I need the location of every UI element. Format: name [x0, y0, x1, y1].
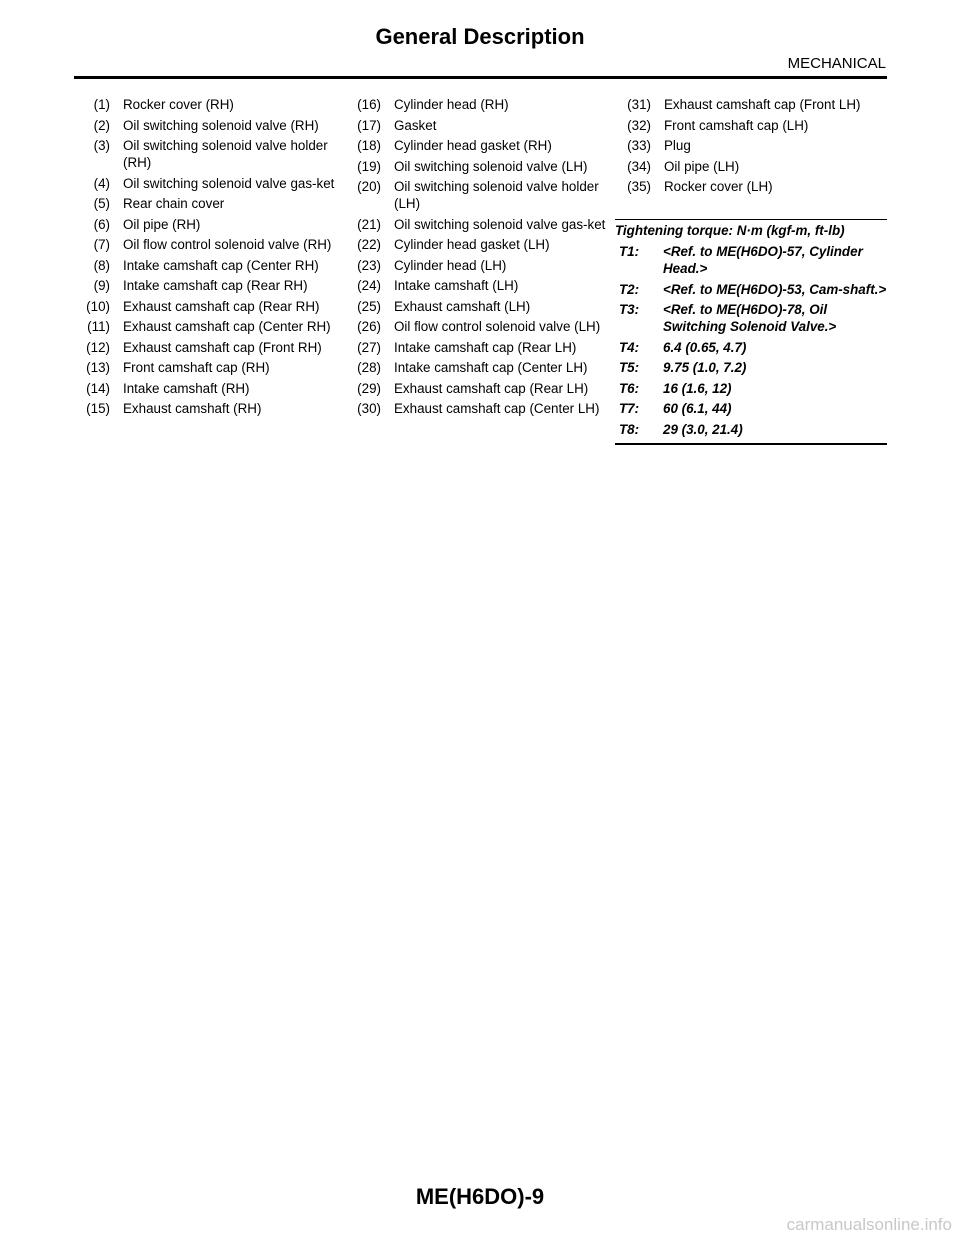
torque-label: T2:: [619, 281, 640, 297]
legend-item-number: (30): [357, 401, 381, 416]
legend-item: [345, 339, 613, 356]
torque-row: [615, 421, 887, 438]
legend-item-number: (29): [357, 380, 381, 396]
legend-column-2: [345, 96, 613, 421]
torque-row: [615, 339, 887, 356]
torque-value: 60 (6.1, 44): [663, 401, 732, 416]
legend-item-number: (6): [93, 216, 110, 232]
torque-label: T7:: [619, 401, 640, 416]
legend-item-text: Exhaust camshaft cap (Center RH): [123, 319, 331, 334]
legend-item-text: Rocker cover (LH): [664, 179, 773, 194]
legend-item-number: (26): [357, 319, 381, 334]
legend-item: [345, 257, 613, 274]
legend-item-text: Plug: [664, 138, 691, 153]
legend-item-number: (16): [357, 97, 381, 112]
legend-item-text: Exhaust camshaft (LH): [394, 298, 531, 314]
legend-item: [74, 359, 342, 376]
legend-item-number: (3): [93, 138, 110, 153]
legend-item: [74, 339, 342, 356]
legend-item-number: (12): [86, 339, 110, 355]
legend-item: [74, 236, 342, 253]
legend-item: [74, 96, 342, 113]
legend-item-number: (10): [86, 298, 110, 314]
legend-item-number: (20): [357, 179, 381, 194]
legend-item: [74, 137, 342, 171]
torque-row: [615, 281, 887, 298]
torque-row: [615, 243, 887, 277]
legend-item-text: Oil switching solenoid valve holder (LH): [394, 179, 599, 211]
torque-value: 16 (1.6, 12): [663, 380, 732, 396]
torque-label: T6:: [619, 380, 640, 396]
legend-item-number: (11): [87, 319, 110, 334]
legend-item: [345, 96, 613, 113]
legend-item-number: (32): [627, 117, 651, 133]
legend-item-text: Cylinder head (LH): [394, 257, 507, 273]
legend-item-text: Intake camshaft cap (Center LH): [394, 360, 588, 375]
legend-item-number: (23): [357, 257, 381, 273]
legend-item-text: Front camshaft cap (RH): [123, 360, 270, 375]
legend-item-number: (8): [93, 257, 110, 273]
legend-item-text: Exhaust camshaft (RH): [123, 401, 262, 416]
legend-item-text: Oil switching solenoid valve gas-ket: [123, 175, 335, 191]
legend-item: [345, 158, 613, 175]
legend-item: [345, 318, 613, 335]
legend-item-text: Intake camshaft (LH): [394, 278, 519, 293]
legend-item: [615, 178, 887, 195]
legend-item-text: Oil switching solenoid valve holder (RH): [123, 138, 328, 170]
legend-item: [74, 298, 342, 315]
legend-item: [74, 400, 342, 417]
legend-item-text: Oil pipe (RH): [123, 216, 201, 232]
legend-item-text: Front camshaft cap (LH): [664, 117, 809, 133]
legend-item: [615, 137, 887, 154]
legend-item: [74, 117, 342, 134]
torque-value: 29 (3.0, 21.4): [663, 421, 743, 437]
torque-value: <Ref. to ME(H6DO)-57, Cylinder Head.>: [663, 244, 863, 276]
legend-item: [345, 359, 613, 376]
legend-item-number: (27): [357, 339, 381, 355]
legend-item-number: (18): [357, 138, 381, 153]
legend-item-text: Oil switching solenoid valve (LH): [394, 158, 588, 174]
legend-item: [615, 96, 887, 113]
legend-item-text: Cylinder head gasket (RH): [394, 138, 552, 153]
watermark: carmanualsonline.info: [786, 1215, 952, 1234]
legend-item-number: (35): [627, 179, 651, 194]
legend-item-text: Exhaust camshaft cap (Center LH): [394, 401, 600, 416]
legend-item-text: Gasket: [394, 117, 437, 133]
legend-item-text: Intake camshaft cap (Rear RH): [123, 278, 308, 293]
torque-label: T3:: [619, 302, 640, 317]
legend-item: [345, 216, 613, 233]
torque-row: [615, 359, 887, 376]
torque-row: [615, 380, 887, 397]
legend-item: [74, 257, 342, 274]
torque-row: [615, 301, 887, 335]
legend-item-number: (19): [357, 158, 381, 174]
torque-label: T4:: [619, 339, 640, 355]
header-rule: [74, 76, 887, 79]
legend-item: [615, 117, 887, 134]
legend-item-number: (28): [357, 360, 381, 375]
legend-item-text: Oil flow control solenoid valve (LH): [394, 319, 601, 334]
legend-item-text: Cylinder head (RH): [394, 97, 509, 112]
legend-column-3: [615, 96, 887, 199]
legend-item-text: Intake camshaft cap (Rear LH): [394, 339, 577, 355]
torque-label: T1:: [619, 244, 640, 259]
legend-item-number: (13): [86, 360, 110, 375]
legend-column-1: [74, 96, 342, 421]
legend-item-number: (17): [357, 117, 381, 133]
legend-item-text: Oil pipe (LH): [664, 158, 740, 174]
legend-item: [345, 137, 613, 154]
legend-item: [345, 298, 613, 315]
torque-value: 9.75 (1.0, 7.2): [663, 360, 747, 375]
legend-item-number: (5): [93, 196, 110, 211]
legend-item-number: (15): [86, 401, 110, 416]
legend-item-text: Exhaust camshaft cap (Rear LH): [394, 380, 589, 396]
torque-value: 6.4 (0.65, 4.7): [663, 339, 747, 355]
torque-value: <Ref. to ME(H6DO)-53, Cam-shaft.>: [663, 281, 887, 297]
legend-item-text: Exhaust camshaft cap (Rear RH): [123, 298, 320, 314]
legend-item-text: Cylinder head gasket (LH): [394, 237, 550, 252]
legend-item-number: (33): [627, 138, 651, 153]
torque-value: <Ref. to ME(H6DO)-78, Oil Switching Solenoid Valve.>: [663, 302, 837, 334]
torque-row: [615, 400, 887, 417]
legend-item: [345, 380, 613, 397]
section-label: MECHANICAL: [787, 55, 886, 72]
legend-item: [345, 277, 613, 294]
legend-item: [74, 216, 342, 233]
legend-item-text: Intake camshaft (RH): [123, 380, 250, 396]
legend-item-number: (4): [93, 175, 110, 191]
legend-item: [345, 178, 613, 212]
legend-item: [74, 380, 342, 397]
legend-item: [615, 158, 887, 175]
legend-item-number: (14): [86, 380, 110, 396]
legend-item: [345, 236, 613, 253]
torque-table: [615, 219, 887, 445]
legend-item-text: Exhaust camshaft cap (Front RH): [123, 339, 322, 355]
legend-item-number: (34): [627, 158, 651, 174]
legend-item-number: (9): [93, 278, 110, 293]
legend-item-number: (21): [357, 216, 381, 232]
legend-item-number: (31): [627, 97, 651, 112]
legend-item-number: (25): [357, 298, 381, 314]
legend-item-number: (7): [93, 237, 110, 252]
legend-item: [345, 400, 613, 417]
legend-item: [74, 195, 342, 212]
torque-label: T8:: [619, 421, 640, 437]
legend-item-text: Rocker cover (RH): [123, 97, 234, 112]
legend-item-text: Oil flow control solenoid valve (RH): [123, 237, 332, 252]
legend-item-text: Exhaust camshaft cap (Front LH): [664, 97, 861, 112]
legend-item-text: Oil switching solenoid valve (RH): [123, 117, 319, 133]
torque-heading: Tightening torque: N·m (kgf-m, ft-lb): [615, 223, 845, 238]
legend-item-number: (22): [357, 237, 381, 252]
legend-item-number: (2): [93, 117, 110, 133]
torque-rows: [615, 243, 887, 438]
legend-item-number: (1): [93, 97, 110, 112]
legend-item-text: Intake camshaft cap (Center RH): [123, 257, 319, 273]
legend-item-text: Rear chain cover: [123, 196, 225, 211]
torque-label: T5:: [619, 360, 640, 375]
legend-item: [74, 277, 342, 294]
page-number: ME(H6DO)-9: [415, 1184, 545, 1209]
legend-item: [345, 117, 613, 134]
legend-item-number: (24): [357, 278, 381, 293]
legend-item-text: Oil switching solenoid valve gas-ket: [394, 216, 606, 232]
legend-item: [74, 318, 342, 335]
legend-item: [74, 175, 342, 192]
page-title: General Description: [375, 24, 585, 49]
